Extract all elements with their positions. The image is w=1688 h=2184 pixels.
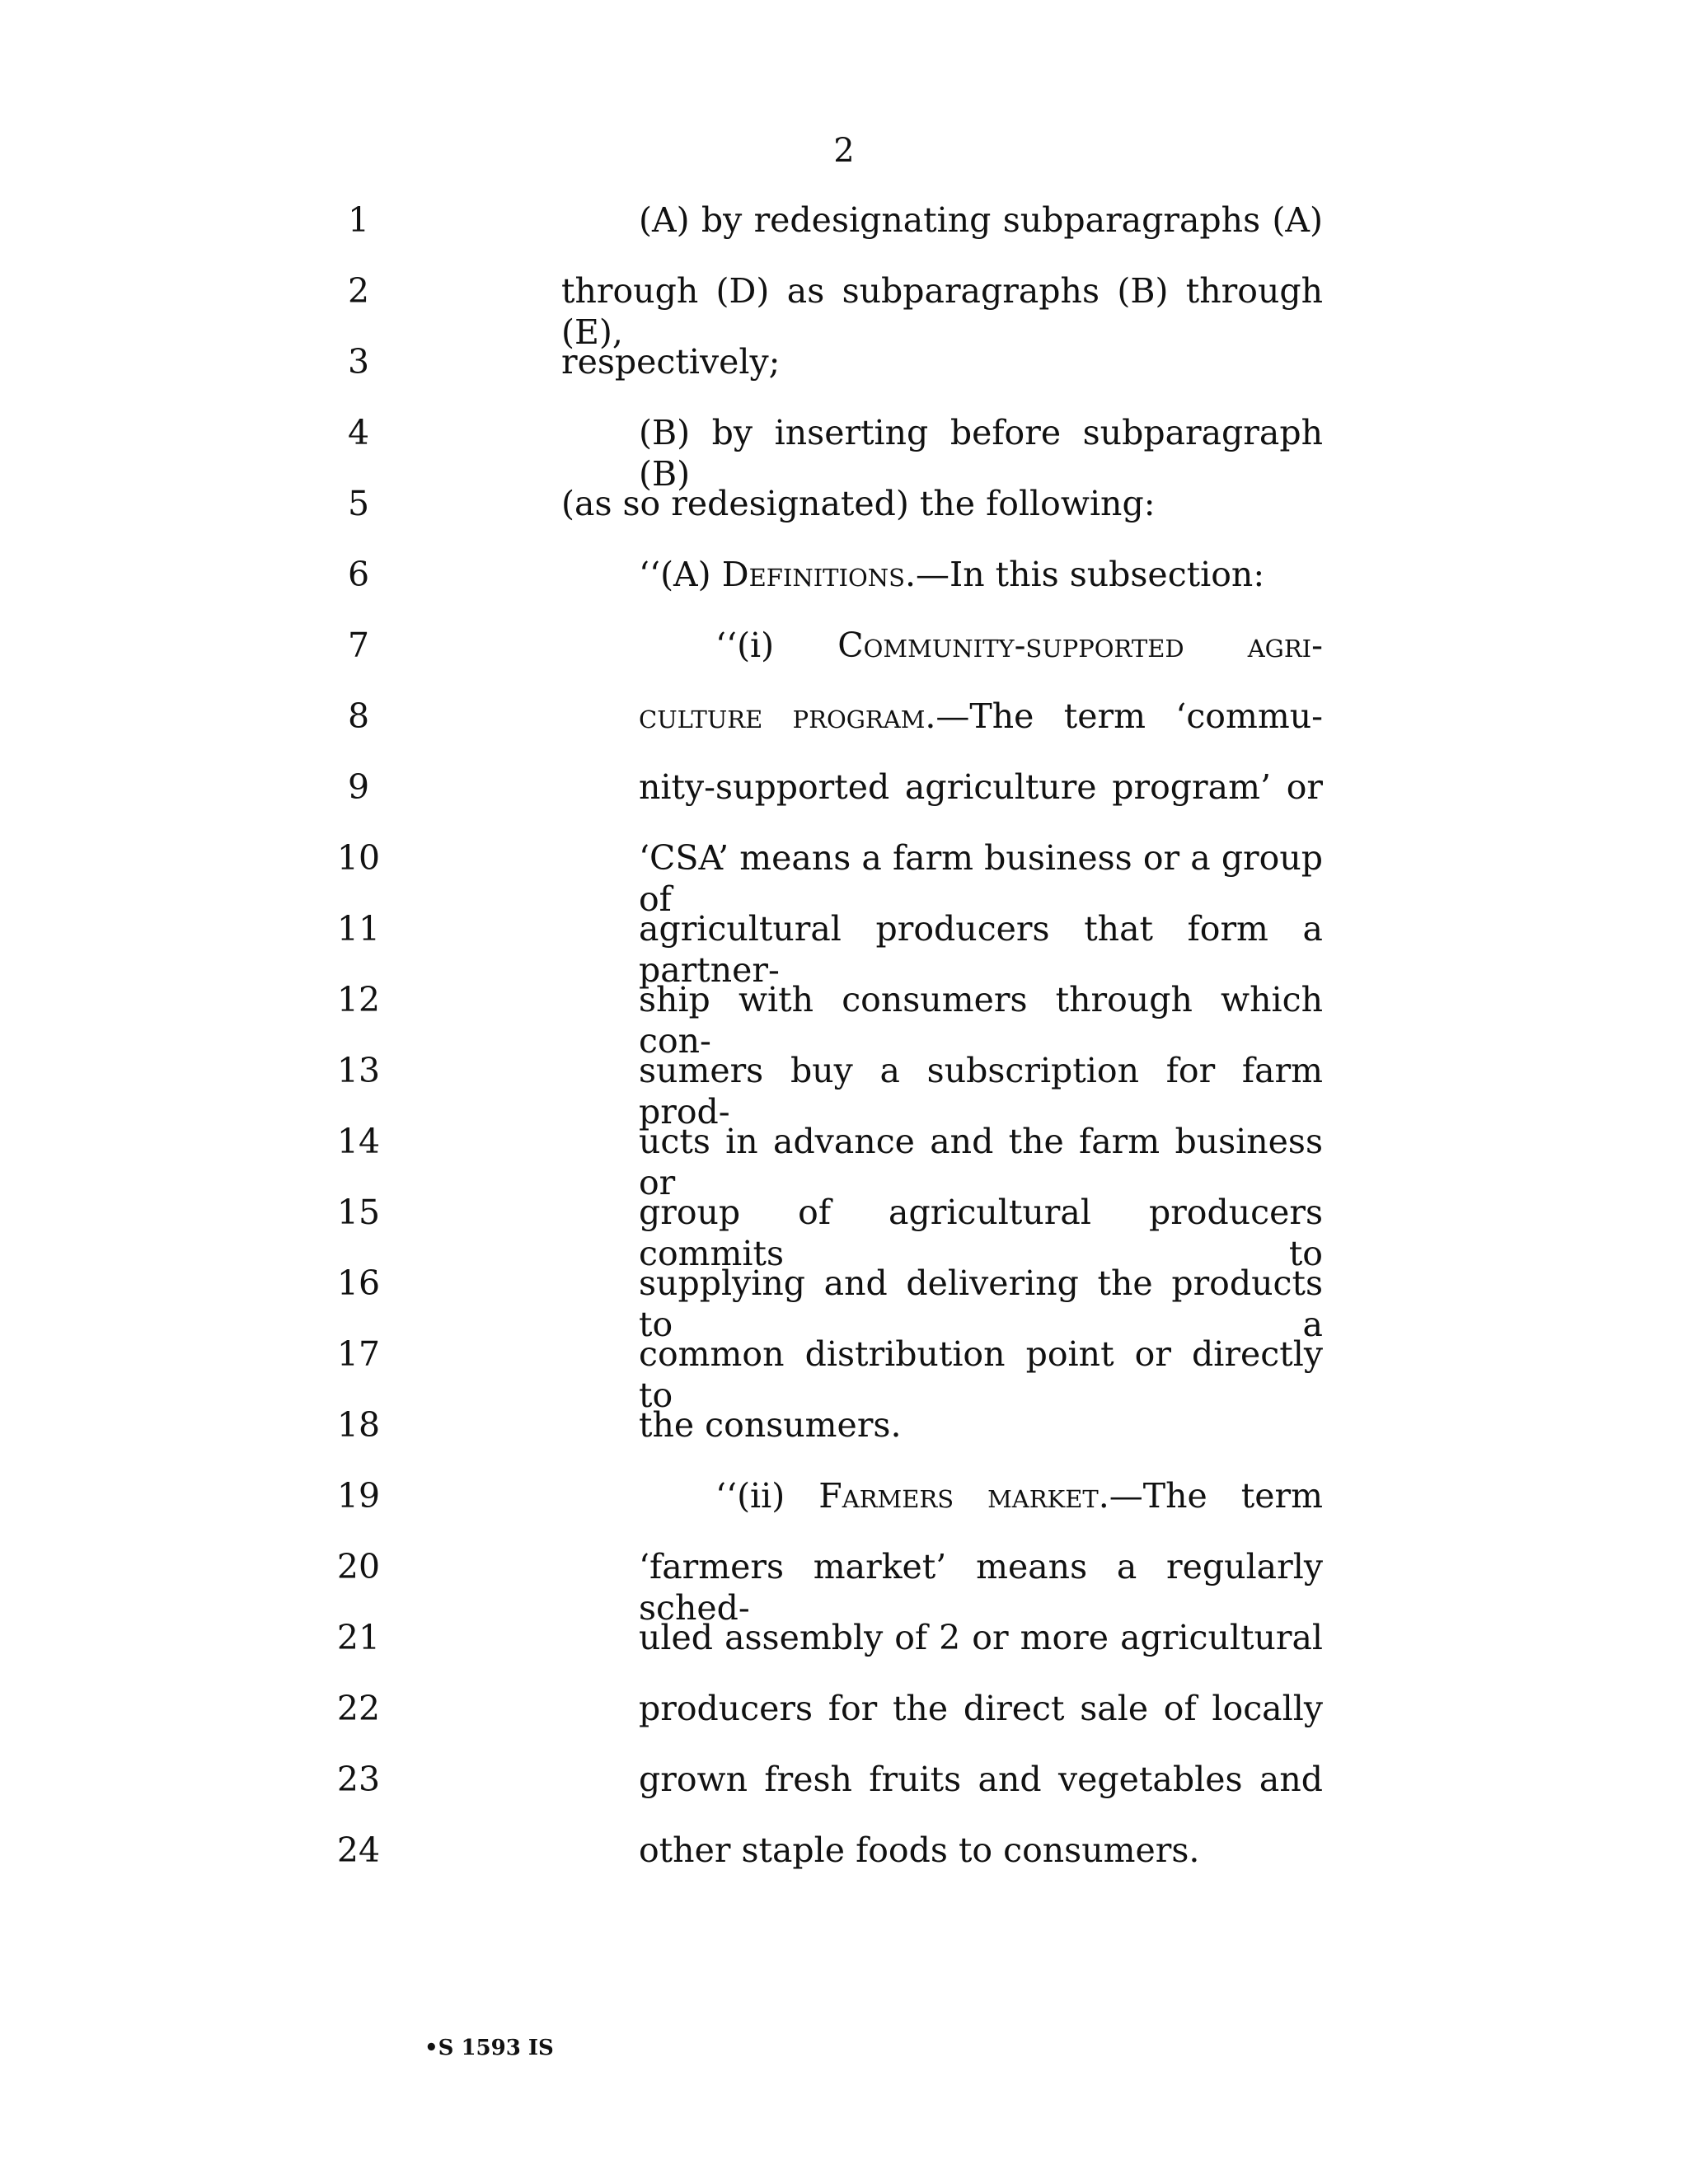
text-line: sumers buy a subscription for farm prod- [639,1051,1323,1132]
text-line: other staple foods to consumers. [639,1830,1200,1870]
text-line: common distribution point or directly to [639,1334,1323,1415]
line-number: 10 [336,838,381,878]
text-line [639,696,1323,737]
text-prefix: ‘‘(i) [715,626,838,665]
line-number: 7 [347,626,370,665]
text-suffix: .—In this subsection: [904,555,1265,594]
text-suffix: .—The term ‘commu- [925,696,1323,736]
text-line: the consumers. [639,1405,902,1445]
text-prefix: ‘‘(ii) [715,1476,819,1516]
text-line: grown fresh fruits and vegetables and [639,1760,1323,1799]
line-number: 22 [336,1689,381,1728]
line-number: 3 [347,342,370,382]
page-number: 2 [833,132,855,170]
line-number: 14 [336,1122,381,1161]
line-number: 18 [336,1405,381,1445]
text-line: ‘farmers market’ means a regularly sched- [639,1547,1323,1628]
text-line: agricultural producers that form a partner- [639,909,1323,990]
text-line [639,554,1264,595]
bill-identifier-footer: •S 1593 IS [424,2036,554,2060]
line-number: 17 [336,1334,381,1374]
section-heading: Definitions [721,555,905,594]
text-line: ‘CSA’ means a farm business or a group of [639,838,1323,919]
text-line: uled assembly of 2 or more agricultural [639,1618,1323,1657]
line-number: 5 [347,484,370,523]
line-number: 23 [336,1760,381,1799]
line-number: 11 [336,909,381,949]
text-line: through (D) as subparagraphs (B) through (E), [561,271,1323,352]
line-number: 16 [336,1263,381,1303]
text-line: ship with consumers through which con- [639,980,1323,1061]
line-number: 12 [336,980,381,1019]
text-line [715,625,1323,666]
line-number: 15 [336,1193,381,1232]
line-number: 9 [347,767,370,807]
text-line: (as so redesignated) the following: [561,484,1156,523]
line-number: 20 [336,1547,381,1586]
line-number: 21 [336,1618,381,1657]
text-line: (B) by inserting before subparagraph (B) [639,413,1323,494]
line-number: 24 [336,1830,381,1870]
text-line: (A) by redesignating subparagraphs (A) [639,200,1323,240]
text-line: respectively; [561,342,781,382]
line-number: 4 [347,413,370,452]
text-line: supplying and delivering the products to a [639,1263,1323,1344]
text-line: ucts in advance and the farm business or [639,1122,1323,1202]
text-prefix: ‘‘(A) [639,555,722,594]
line-number: 19 [336,1476,381,1516]
line-number: 2 [347,271,370,311]
term-heading: Farmers market [818,1476,1099,1516]
text-line [715,1475,1323,1516]
term-heading: Community-supported agri- [837,626,1323,665]
text-line: producers for the direct sale of locally [639,1689,1323,1728]
term-heading: culture program [639,696,926,736]
text-line: group of agricultural producers commits to [639,1193,1323,1273]
line-number: 13 [336,1051,381,1090]
text-line: nity-supported agriculture program’ or [639,767,1323,807]
text-suffix: .—The term [1098,1476,1323,1516]
line-number: 6 [347,555,370,594]
line-number: 1 [347,200,370,240]
line-number: 8 [347,696,370,736]
